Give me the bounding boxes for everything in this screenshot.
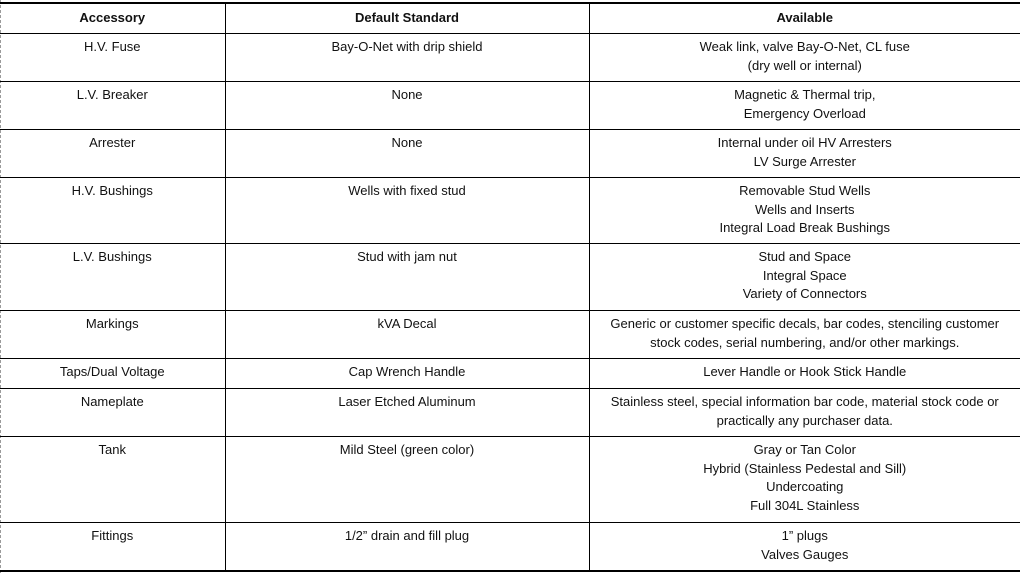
table-row [0, 311, 1020, 359]
table-row [0, 82, 1020, 130]
cell-accessory: Arrester [0, 130, 225, 178]
available-line: Integral Space [762, 267, 847, 283]
cell-default-standard: None [225, 130, 589, 178]
available-line: Variety of Connectors [742, 286, 867, 301]
table-row [0, 359, 1020, 389]
cell-default-standard: 1/2” drain and fill plug [225, 523, 589, 571]
cell-available [589, 359, 1020, 389]
cell-available [589, 130, 1020, 178]
available-line: Emergency Overload [743, 105, 866, 121]
available-line: LV Surge Arrester [753, 153, 856, 169]
cell-default-standard: Mild Steel (green color) [225, 437, 589, 523]
cell-available [589, 389, 1020, 437]
cell-default-standard: Wells with fixed stud [225, 178, 589, 244]
available-line: Integral Load Break Bushings [719, 220, 891, 235]
cell-default-standard: kVA Decal [225, 311, 589, 359]
cell-default-standard: Stud with jam nut [225, 244, 589, 311]
cell-accessory: Markings [0, 311, 225, 359]
available-line: Undercoating [766, 479, 844, 494]
cell-accessory: Tank [0, 437, 225, 523]
header-available: Available [589, 3, 1020, 34]
cell-accessory: L.V. Bushings [0, 244, 225, 311]
table-header [0, 3, 1020, 34]
available-line: 1” plugs [781, 528, 828, 543]
cell-accessory: Fittings [0, 523, 225, 571]
available-line: Generic or customer specific decals, bar codes, stenciling customer stock codes, serial numbering, and/or other markings. [610, 316, 1000, 350]
available-line: Wells and Inserts [755, 201, 855, 217]
cell-available [589, 523, 1020, 571]
table-row [0, 523, 1020, 571]
cell-default-standard: Laser Etched Aluminum [225, 389, 589, 437]
available-line: Internal under oil HV Arresters [717, 135, 892, 150]
table-row [0, 244, 1020, 311]
table-row [0, 437, 1020, 523]
cell-available [589, 178, 1020, 244]
table-row [0, 34, 1020, 82]
available-line: Removable Stud Wells [739, 183, 871, 198]
cell-accessory: L.V. Breaker [0, 82, 225, 130]
header-default-standard: Default Standard [225, 3, 589, 34]
cell-accessory: H.V. Fuse [0, 34, 225, 82]
cell-available [589, 34, 1020, 82]
available-line: (dry well or internal) [747, 57, 862, 73]
cell-accessory: H.V. Bushings [0, 178, 225, 244]
available-line: Magnetic & Thermal trip, [734, 87, 876, 102]
cell-default-standard: Cap Wrench Handle [225, 359, 589, 389]
available-line: Valves Gauges [761, 546, 849, 562]
cell-accessory: Nameplate [0, 389, 225, 437]
accessories-table [0, 2, 1020, 572]
cell-accessory: Taps/Dual Voltage [0, 359, 225, 389]
available-line: Lever Handle or Hook Stick Handle [703, 364, 907, 379]
table-row [0, 389, 1020, 437]
available-line: Stud and Space [758, 249, 852, 264]
cell-default-standard: Bay-O-Net with drip shield [225, 34, 589, 82]
header-accessory: Accessory [0, 3, 225, 34]
table-body [0, 34, 1020, 571]
available-line: Full 304L Stainless [750, 497, 860, 513]
header-row [0, 3, 1020, 34]
cell-available [589, 311, 1020, 359]
available-line: Hybrid (Stainless Pedestal and Sill) [703, 460, 907, 476]
cell-available [589, 82, 1020, 130]
available-line: Gray or Tan Color [753, 442, 856, 457]
cell-available [589, 244, 1020, 311]
cell-default-standard: None [225, 82, 589, 130]
available-line: Weak link, valve Bay-O-Net, CL fuse [699, 39, 910, 54]
available-line: Stainless steel, special information bar code, material stock code or practically any purchaser data. [610, 394, 999, 428]
table-row [0, 178, 1020, 244]
cell-available [589, 437, 1020, 523]
table-row [0, 130, 1020, 178]
